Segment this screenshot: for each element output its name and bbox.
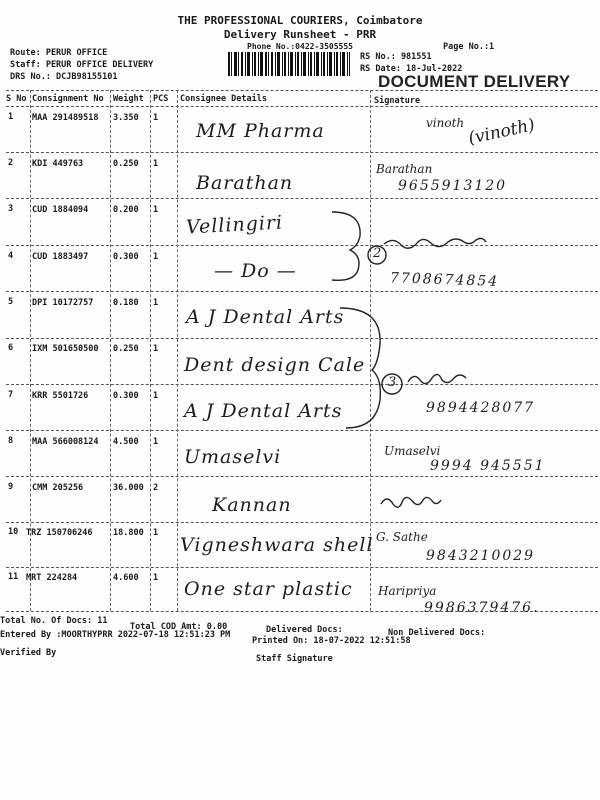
row-consignee-handwritten: Umaselvi bbox=[184, 446, 282, 468]
row-pcs: 1 bbox=[153, 528, 159, 538]
non-delivered-docs: Non Delivered Docs: bbox=[388, 628, 486, 638]
row-signature-text: G. Sathe bbox=[376, 530, 428, 544]
row-divider bbox=[6, 476, 598, 477]
row-weight: 36.000 bbox=[113, 483, 144, 493]
col-header-consignee: Consignee Details bbox=[180, 94, 267, 104]
row-signature-text: Umaselvi bbox=[384, 444, 441, 458]
row-weight: 4.500 bbox=[113, 437, 139, 447]
row-weight: 0.180 bbox=[113, 298, 139, 308]
phone-number: Phone No.:0422-3505555 bbox=[247, 42, 353, 51]
row-sno: 3 bbox=[8, 204, 14, 214]
row-consignment: CUD 1884094 bbox=[32, 205, 89, 215]
row-pcs: 1 bbox=[153, 573, 159, 583]
row-weight: 0.300 bbox=[113, 252, 139, 262]
row-consignment: KRR 5501726 bbox=[32, 391, 89, 401]
row-weight: 18.800 bbox=[113, 528, 144, 538]
row-weight: 0.200 bbox=[113, 205, 139, 215]
column-divider bbox=[150, 90, 151, 611]
row-consignee-handwritten: MM Pharma bbox=[196, 120, 325, 142]
staff-signature: Staff Signature bbox=[256, 654, 333, 664]
row-consignee-handwritten: — Do — bbox=[214, 260, 297, 282]
col-header-consignment: Consignment No bbox=[32, 94, 104, 104]
row-signature-text: Haripriya bbox=[378, 584, 437, 598]
row-pcs: 2 bbox=[153, 483, 159, 493]
page-number: Page No.:1 bbox=[443, 42, 495, 52]
col-header-sno: S No bbox=[6, 94, 27, 104]
row-divider bbox=[6, 291, 598, 292]
row-pcs: 1 bbox=[153, 391, 159, 401]
row-consignee-handwritten: A J Dental Arts bbox=[184, 400, 343, 422]
row-divider bbox=[6, 567, 598, 568]
row-sno: 11 bbox=[8, 572, 19, 582]
bracket-signature-scribble bbox=[328, 206, 518, 286]
group-mark-2: 2 bbox=[373, 246, 382, 261]
row-consignee-handwritten: Dent design Cale bbox=[184, 354, 366, 376]
table-header-rule bbox=[6, 106, 598, 107]
row-divider bbox=[6, 430, 598, 431]
verified-by: Verified By bbox=[0, 648, 57, 658]
row-sno: 10 bbox=[8, 527, 19, 537]
row-weight: 0.250 bbox=[113, 344, 139, 354]
row-sno: 4 bbox=[8, 251, 14, 261]
row-consignment: CUD 1883497 bbox=[32, 252, 89, 262]
row-signature-extra: 7708674854 bbox=[389, 270, 500, 290]
row-sno: 8 bbox=[8, 436, 14, 446]
row-consignment: MRT 224284 bbox=[26, 573, 78, 583]
row-signature-extra: 9994 945551 bbox=[430, 458, 546, 474]
staff-label: Staff: PERUR OFFICE DELIVERY bbox=[10, 60, 154, 70]
row-consignee-handwritten: Barathan bbox=[196, 172, 294, 194]
row-sno: 9 bbox=[8, 482, 14, 492]
row-sno: 5 bbox=[8, 297, 14, 307]
row-signature-extra: 9986379476. bbox=[424, 600, 540, 616]
bracket-signature-scribble bbox=[336, 304, 486, 434]
drs-number: DRS No.: DCJB98155101 bbox=[10, 72, 118, 82]
entered-by: Entered By :MOORTHYPRR 2022-07-18 12:51:23 PM bbox=[0, 630, 231, 640]
company-name: THE PROFESSIONAL COURIERS, Coimbatore bbox=[177, 14, 423, 27]
row-weight: 4.600 bbox=[113, 573, 139, 583]
row-signature-extra: (vinoth) bbox=[466, 115, 537, 149]
row-pcs: 1 bbox=[153, 159, 159, 169]
row-sno: 2 bbox=[8, 158, 14, 168]
col-header-signature: Signature bbox=[374, 96, 421, 106]
row-divider bbox=[6, 522, 598, 523]
signature-scribble bbox=[378, 490, 444, 512]
table-top-rule bbox=[6, 90, 598, 91]
row-consignment: KDI 449763 bbox=[32, 159, 84, 169]
row-consignment: MAA 566008124 bbox=[32, 437, 99, 447]
group-mark-3: 3 bbox=[388, 375, 397, 390]
row-consignee-handwritten: Vigneshwara shell bbox=[180, 534, 374, 556]
row-consignment: CMM 205256 bbox=[32, 483, 84, 493]
total-docs: Total No. Of Docs: 11 bbox=[0, 616, 108, 626]
row-consignee-handwritten: Kannan bbox=[212, 494, 292, 516]
row-consignee-handwritten: A J Dental Arts bbox=[186, 306, 345, 328]
route-label: Route: PERUR OFFICE bbox=[10, 48, 108, 58]
row-consignee-handwritten: One star plastic bbox=[184, 578, 353, 600]
row-divider bbox=[6, 152, 598, 153]
row-signature-text: Barathan bbox=[376, 162, 433, 176]
row-divider bbox=[6, 338, 598, 339]
col-header-weight: Weight bbox=[113, 94, 144, 104]
column-divider bbox=[110, 90, 111, 611]
col-header-pcs: PCS bbox=[153, 94, 169, 104]
printed-on: Printed On: 18-07-2022 12:51:58 bbox=[252, 636, 411, 646]
row-consignment: TRZ 150706246 bbox=[26, 528, 93, 538]
runsheet-title: Delivery Runsheet - PRR bbox=[223, 28, 377, 41]
row-consignee-handwritten: Vellingiri bbox=[185, 211, 284, 239]
row-pcs: 1 bbox=[153, 205, 159, 215]
row-divider bbox=[6, 384, 598, 385]
rs-number: RS No.: 981551 bbox=[360, 52, 432, 62]
row-divider bbox=[6, 198, 598, 199]
row-sno: 1 bbox=[8, 112, 14, 122]
row-sno: 7 bbox=[8, 390, 14, 400]
row-weight: 3.350 bbox=[113, 113, 139, 123]
row-pcs: 1 bbox=[153, 113, 159, 123]
row-pcs: 1 bbox=[153, 344, 159, 354]
delivered-docs: Delivered Docs: bbox=[266, 625, 343, 635]
document-delivery-stamp: DOCUMENT DELIVERY bbox=[378, 72, 571, 91]
row-consignment: DPI 10172757 bbox=[32, 298, 94, 308]
row-consignment: IXM 501650500 bbox=[32, 344, 99, 354]
row-signature-text: vinoth bbox=[426, 116, 465, 130]
row-weight: 0.250 bbox=[113, 159, 139, 169]
row-signature-extra: 9843210029 bbox=[426, 548, 536, 564]
row-pcs: 1 bbox=[153, 437, 159, 447]
row-signature-extra: 9655913120 bbox=[398, 178, 508, 194]
row-pcs: 1 bbox=[153, 298, 159, 308]
row-pcs: 1 bbox=[153, 252, 159, 262]
row-signature-extra: 9894428077 bbox=[426, 400, 536, 416]
barcode-image bbox=[228, 52, 350, 76]
row-weight: 0.300 bbox=[113, 391, 139, 401]
row-sno: 6 bbox=[8, 343, 14, 353]
total-cod-amount: Total COD Amt: 0.00 bbox=[130, 622, 228, 632]
column-divider bbox=[177, 90, 178, 611]
row-consignment: MAA 291489518 bbox=[32, 113, 99, 123]
rs-date: RS Date: 18-Jul-2022 bbox=[360, 64, 463, 74]
